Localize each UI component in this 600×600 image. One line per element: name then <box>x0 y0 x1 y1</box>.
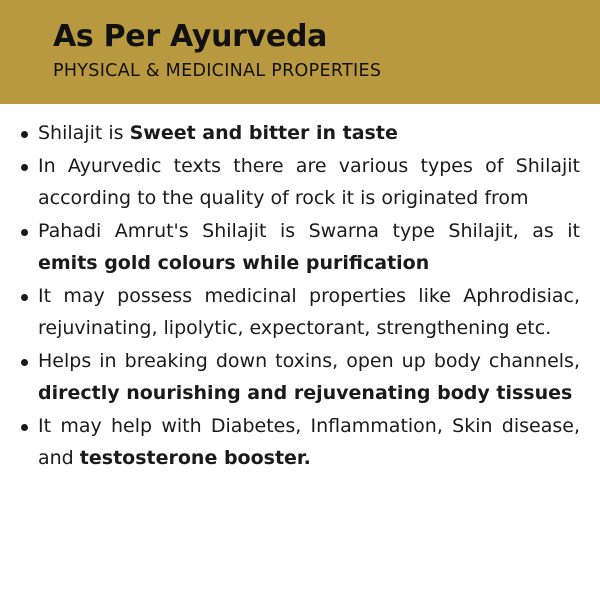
list-item <box>18 280 580 345</box>
content-area <box>0 117 600 475</box>
list-item-text: In Ayurvedic texts there are various types of Shilajit according to the quality of rock it is originated from <box>38 154 580 209</box>
bullet-icon <box>21 424 28 431</box>
list-item <box>18 215 580 280</box>
list-item-bold-text: testosterone booster. <box>79 447 311 469</box>
list-item-text: Shilajit is <box>38 122 130 144</box>
header-banner <box>0 0 600 104</box>
bullet-icon <box>21 359 28 366</box>
list-item <box>18 345 580 410</box>
bullet-icon <box>21 294 28 301</box>
properties-list <box>18 117 580 475</box>
page-subtitle: PHYSICAL & MEDICINAL PROPERTIES <box>53 61 382 81</box>
list-item-bold-text: directly nourishing and rejuvenating body tissues <box>38 382 573 404</box>
list-item <box>18 410 580 475</box>
list-item-bold-text: emits gold colours while purification <box>38 252 430 274</box>
list-item-text: Pahadi Amrut's Shilajit is Swarna type Shilajit, as it <box>38 219 580 242</box>
list-item-text: Helps in breaking down toxins, open up body channels, <box>38 349 580 372</box>
list-item-bold-text: Sweet and bitter in taste <box>129 122 398 144</box>
page-title: As Per Ayurveda <box>53 19 328 54</box>
bullet-icon <box>21 164 28 171</box>
bullet-icon <box>21 229 28 236</box>
list-item-text: It may help with Diabetes, Inflammation, Skin disease, and <box>38 414 580 469</box>
list-item <box>18 117 580 150</box>
bullet-icon <box>21 131 28 138</box>
list-item-text: It may possess medicinal properties like Aphrodisiac, rejuvinating, lipolytic, expectorant, strengthening etc. <box>38 284 580 339</box>
list-item <box>18 150 580 215</box>
